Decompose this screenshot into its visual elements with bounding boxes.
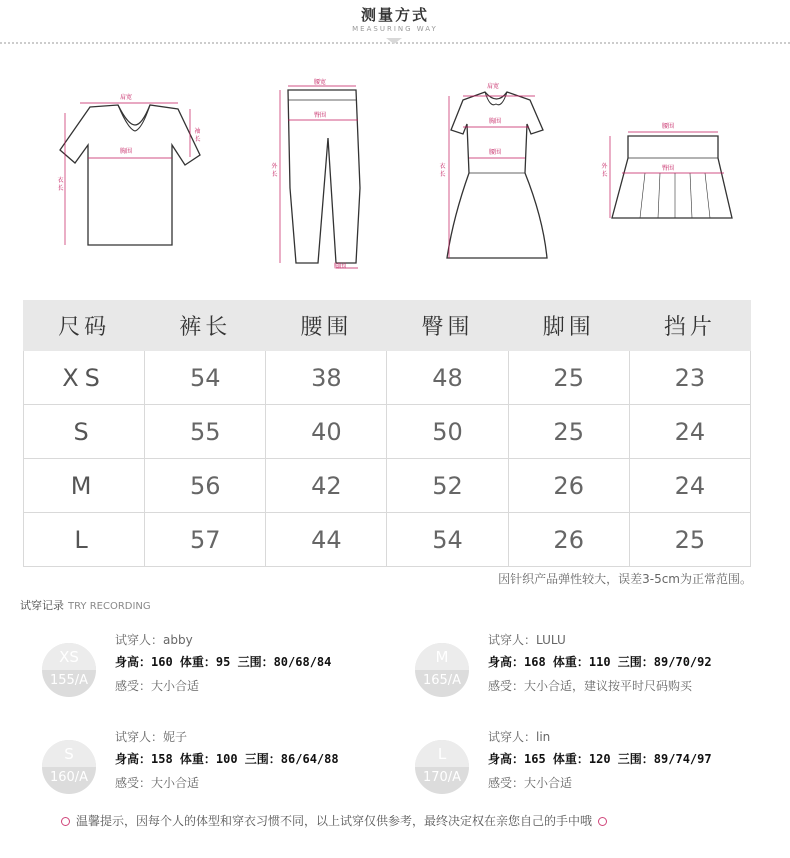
column-header-hem: 脚围 [508,301,629,351]
tshirt-diagram [50,95,210,255]
skirt-illustration [600,118,740,228]
table-row [24,513,751,567]
try-title-cn: 试穿记录 [20,599,64,612]
table-cell: 38 [266,351,387,405]
divider-marker [386,38,402,44]
column-header-pants-length: 裤长 [145,301,266,351]
pants-hem-label: 脚围 [334,263,347,270]
table-cell: 42 [266,459,387,513]
table-cell: 57 [145,513,266,567]
ring-icon [598,817,607,826]
pants-waist-label: 腰宽 [314,79,327,86]
size-cell: S [24,405,145,459]
tolerance-note: 因针织产品弹性较大，误差3-5cm为正常范围。 [498,572,752,586]
tester-line: 试穿人：LULU [488,633,566,647]
try-record-card [20,633,390,713]
size-badge [415,740,469,794]
column-header-size: 尺码 [24,301,145,351]
tester-name: 妮子 [163,730,188,744]
size-badge [415,643,469,697]
tshirt-illustration [50,95,210,255]
pants-illustration [268,78,368,273]
tester-stats: 身高：160 体重：95 三围：80/68/84 [115,655,332,669]
size-badge [42,740,96,794]
skirt-length-label: 外长 [601,163,608,178]
tshirt-chest-label: 胸围 [120,148,133,155]
table-cell: 25 [508,351,629,405]
try-recording-title [20,597,151,613]
try-record-card [20,730,390,810]
size-table-header [24,301,751,351]
table-cell: 44 [266,513,387,567]
column-header-hip: 臀围 [387,301,508,351]
column-header-waist: 腰围 [266,301,387,351]
tshirt-sleeve-label: 袖长 [194,128,201,143]
table-cell: 55 [145,405,266,459]
tester-feeling: 感受：大小合适，建议按平时尺码购买 [488,679,693,693]
table-cell: 26 [508,459,629,513]
tester-feeling: 感受：大小合适 [115,776,200,790]
size-badge [42,643,96,697]
tester-stats: 身高：158 体重：100 三围：86/64/88 [115,752,339,766]
try-title-en: TRY RECORDING [68,601,151,612]
tester-stats: 身高：165 体重：120 三围：89/74/97 [488,752,712,766]
tester-stats: 身高：168 体重：110 三围：89/70/92 [488,655,712,669]
dress-chest-label: 胸围 [489,118,502,125]
page-title: 测量方式 [360,6,429,24]
badge-size: XS [59,648,79,666]
try-record-card [393,633,763,713]
table-cell: 25 [629,513,750,567]
tester-name: abby [163,633,193,647]
dress-illustration [435,78,555,268]
size-cell: M [24,459,145,513]
table-cell: 24 [629,459,750,513]
size-cell: XS [24,351,145,405]
ring-icon [61,817,70,826]
warm-tip [55,812,613,829]
tshirt-length-label: 衣长 [57,177,64,192]
table-cell: 23 [629,351,750,405]
dress-shoulder-label: 肩宽 [487,83,500,90]
dress-waist-label: 腰围 [489,149,502,156]
table-cell: 54 [387,513,508,567]
table-cell: 52 [387,459,508,513]
tester-name: LULU [536,633,566,647]
table-cell: 56 [145,459,266,513]
badge-height: 155/A [49,673,89,688]
page-subtitle: MEASURING WAY [352,25,438,33]
table-row [24,351,751,405]
column-header-crotch: 挡片 [629,301,750,351]
pants-diagram [268,78,368,273]
try-record-card [393,730,763,810]
table-row [24,405,751,459]
tester-name: lin [536,730,551,744]
table-cell: 48 [387,351,508,405]
badge-size: M [435,648,449,666]
badge-size: S [64,745,74,763]
tester-feeling: 感受：大小合适 [115,679,200,693]
badge-size: L [437,745,447,763]
table-cell: 24 [629,405,750,459]
badge-height: 160/A [49,770,89,785]
dress-length-label: 衣长 [439,163,446,178]
table-row [24,459,751,513]
tester-line: 试穿人：妮子 [115,730,188,744]
pants-outseam-label: 外长 [271,163,278,178]
tester-feeling: 感受：大小合适 [488,776,573,790]
tester-line: 试穿人：abby [115,633,193,647]
badge-height: 165/A [422,673,462,688]
skirt-waist-label: 腰围 [662,123,675,130]
table-cell: 40 [266,405,387,459]
badge-height: 170/A [422,770,462,785]
size-table [23,300,751,567]
skirt-hip-label: 臀围 [662,165,675,172]
dress-diagram [435,78,555,268]
pants-hip-label: 臀围 [314,112,327,119]
size-cell: L [24,513,145,567]
table-cell: 25 [508,405,629,459]
tester-line: 试穿人：lin [488,730,551,744]
tip-text: 温馨提示，因每个人的体型和穿衣习惯不同，以上试穿仅供参考，最终决定权在亲您自己的手中哦 [76,814,593,828]
table-cell: 26 [508,513,629,567]
tshirt-shoulder-label: 肩宽 [120,94,133,101]
skirt-diagram [600,118,740,228]
table-cell: 50 [387,405,508,459]
table-cell: 54 [145,351,266,405]
